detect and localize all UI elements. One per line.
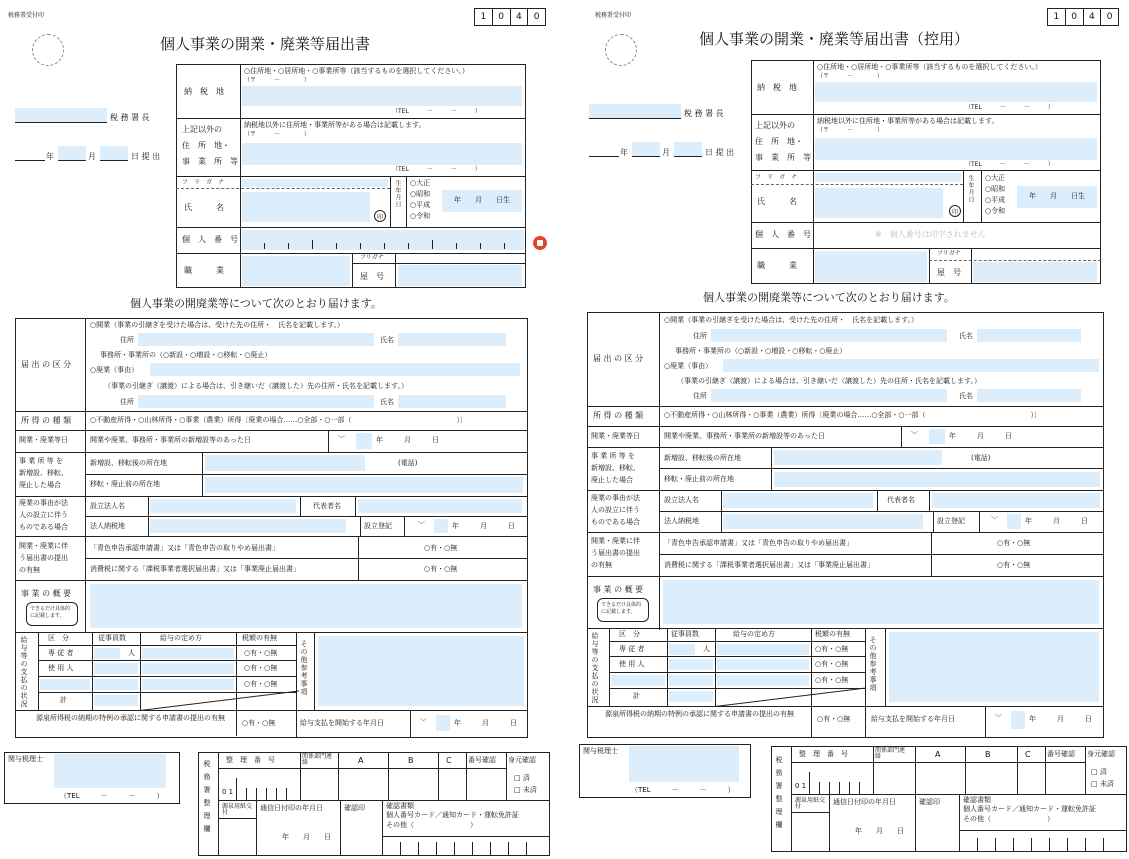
form-original: 税務署受付印 1 0 4 0 個人事業の開業・廃業等届出書 税 務 署 長 年 月 日 提 出 納 税 地 ○住所地・○居所地・○事業所等（該当するものを選択してください。） （〒 － ） （TEL － － ） 上記以外の 住 所 地・ 事 業 所 等 納税地以外に住所地・事業所等がある場合は記載します。 （〒 － ） （TEL － － ） フ リ ガ ナ 氏 名 印 生年月日 ○大正 ○昭和 ○平成 ○令和 年 月 日生 個 人 番 号 職 業 フリガナ 屋 号 個人事業の開廃業等について次のとおり届けます。 届 出 の 区 分 ○開業（事業の引継ぎを受けた場合は、受けた先の住所・ 氏名を記載します。） 住所 氏名 事務所・事業所の（○新設・○増設・○移転・○廃止） ○廃業（事由） （事業の引継ぎ（譲渡）による場合は、引き継いだ（譲渡した）先の住所・氏名を記載します。） 住所 氏名 所 得 の 種 類 ○不動産所得・○山林所得・○事業（農業）所得〔廃業の場合……○全部・○一部（ ）〕 開業・廃業等日 開業や廃業、事務所・事業所の新増設等のあった日 ﹀ 年 月 日 事 業 所 等 を 新増設、移転、 廃止した場合 新増設、移転後の所在地 (電話) 移転・廃止前の所在地 廃業の事由が法 人の設立に伴う ものである場合 設立法人名 代表者名 法人納税地 設立登記 ﹀ 年 月 日 開業・廃業に伴 う届出書の提出 の有無 「青色申告承認申請書」又は「青色申告の取りやめ届出書」 ○有・○無 消費税に関する「課税事業者選択届出書」又は「事業廃止届出書」 ○有・○無 事 業 の 概 要 できるだけ具体的に記載します。 給与等の支払の状況 区 分 従事員数 給与の定め方 税額の有無 専 従 者 人 ○有・○無 使 用 人 ○有・○無 ○有・○無 計 その他参考事項 源泉所得税の納期の特例の承認に関する申請書の提出の有無 ○有・○無 給与支払を開始する年月日 ﹀ 年 月 日 関与税理士 （TEL － － ） 税務署整理欄 整 理 番 号 関係部門連 絡 A B C 番号確認 身元確認 □ 済 □ 未済 0 1 源泉用紙交 付 通信日付印の年月日 確認印 確認書類 個人番号カード／通知カード・運転免許証 その他（ ） 年 月 日 xyxy=(0,0,552,859)
toki-era-select[interactable]: ﹀ xyxy=(418,521,425,529)
mynumber-notice: ※ 個人番号は印字されません xyxy=(875,230,986,239)
form-number: 1 0 4 0 xyxy=(1047,8,1119,26)
old-location-input[interactable] xyxy=(205,477,523,493)
occupation-input[interactable] xyxy=(242,256,350,286)
hojin-name-input[interactable] xyxy=(150,499,296,513)
edit-marker-icon[interactable] xyxy=(533,236,547,250)
submit-month-input[interactable] xyxy=(58,146,86,160)
haigyo-reason-input[interactable] xyxy=(150,363,520,376)
seal-icon: 印 xyxy=(374,210,386,222)
haigyo-shimei-input[interactable] xyxy=(398,395,506,408)
notice-sentence: 個人事業の開廃業等について次のとおり届けます。 xyxy=(130,297,382,310)
zeirishi-input[interactable] xyxy=(54,754,166,788)
unchecked-box[interactable]: □ 未済 xyxy=(514,786,537,794)
receipt-stamp-circle xyxy=(32,34,64,66)
yago-input[interactable] xyxy=(398,265,522,286)
mynumber-input[interactable] xyxy=(242,230,524,250)
toki-era-select[interactable]: ﹀ xyxy=(991,516,998,524)
seal-icon: 印 xyxy=(949,205,961,217)
kaigyo-shimei-input[interactable] xyxy=(398,333,506,346)
form-number: 1 0 4 0 xyxy=(474,8,546,26)
kaigyo-jusho-input[interactable] xyxy=(138,333,374,346)
receipt-stamp-circle xyxy=(605,34,637,66)
hojin-address-input[interactable] xyxy=(150,519,346,533)
era-select[interactable]: ﹀ xyxy=(911,431,918,439)
haigyo-jusho-input[interactable] xyxy=(138,395,374,408)
form-title: 個人事業の開業・廃業等届出書 xyxy=(160,35,371,53)
checked-box[interactable]: □ 済 xyxy=(514,774,530,782)
other-address-input[interactable] xyxy=(242,143,522,165)
representative-input[interactable] xyxy=(358,499,522,513)
office-stamp-label: 税務署受付印 xyxy=(595,12,632,19)
nozeichi-label: 納 税 地 xyxy=(184,87,224,96)
name-input[interactable] xyxy=(242,192,370,222)
business-summary-input[interactable] xyxy=(90,584,522,628)
other-notes-input[interactable] xyxy=(318,636,524,706)
unchecked-box[interactable]: □ 未済 xyxy=(1091,780,1114,788)
tax-office-input[interactable] xyxy=(589,104,681,118)
tax-office-input[interactable] xyxy=(15,108,107,122)
furigana-input[interactable] xyxy=(242,179,388,187)
submit-day-input[interactable] xyxy=(100,146,128,160)
kyuyo-era-select[interactable]: ﹀ xyxy=(420,718,427,726)
nozeichi-address-input[interactable] xyxy=(242,86,522,106)
new-location-input[interactable] xyxy=(205,455,365,471)
office-stamp-label: 税務署受付印 xyxy=(8,12,45,19)
kyuyo-era-select[interactable]: ﹀ xyxy=(995,714,1002,722)
era-select[interactable]: ﹀ xyxy=(338,435,345,443)
tax-office-suffix: 税 務 署 長 xyxy=(110,113,150,122)
checked-box[interactable]: □ 済 xyxy=(1091,768,1107,776)
form-copy: 税務署受付印 1 0 4 0 個人事業の開業・廃業等届出書（控用） 税 務 署 長 年 月 日 提 出 納 税 地 ○住所地・○居所地・○事業所等（該当するものを選択してください。） （〒 － ） （TEL － － ） 上記以外の 住 所 地・ 事 業 所 等 納税地以外に住所地・事業所等がある場合は記載します。 （〒 － ） （TEL － － ） フ リ ガ ナ 氏 名 印 生年月日 ○大正 ○昭和 ○平成 ○令和 年 月 日生 個 人 番 号 ※ 個人番号は印字されません 職 業 フリガナ 屋 号 個人事業の開廃業等について次のとおり届けます。 届 出 の 区 分 ○開業（事業の引継ぎを受けた場合は、受けた先の住所・ 氏名を記載します。） 住所 氏名 事務所・事業所の（○新設・○増設・○移転・○廃止） ○廃業（事由） （事業の引継ぎ（譲渡）による場合は、引き継いだ（譲渡した）先の住所・氏名を記載します。） 住所 氏名 所 得 の 種 類 ○不動産所得・○山林所得・○事業（農業）所得〔廃業の場合……○全部・○一部（ ）〕 開業・廃業等日 開業や廃業、事務所・事業所の新増設等のあった日 ﹀ 年 月 日 事 業 所 等 を 新増設、移転、 廃止した場合 新増設、移転後の所在地 (電話) 移転・廃止前の所在地 廃業の事由が法 人の設立に伴う ものである場合 設立法人名 代表者名 法人納税地 設立登記 ﹀ 年 月 日 開業・廃業に伴 う届出書の提出 の有無 「青色申告承認申請書」又は「青色申告の取りやめ届出書」 ○有・○無 消費税に関する「課税事業者選択届出書」又は「事業廃止届出書」 ○有・○無 事 業 の 概 要 できるだけ具体的に記載します。 給与等の支払の状況 区 分 従事員数 給与の定め方 税額の有無 専 従 者 人 ○有・○無 使 用 人 ○有・○無 ○有・○無 計 その他参考事項 源泉所得税の納期の特例の承認に関する申請書の提出の有無 ○有・○無 給与支払を開始する年月日 ﹀ 年 月 日 関与税理士 （TEL － － ） 税務署整理欄 整 理 番 号 関係部門連 絡 A B C 番号確認 身元確認 □ 済 □ 未済 0 1 源泉用紙交 付 通信日付印の年月日 確認印 確認書類 個人番号カード／通知カード・運転免許証 その他（ ） 年 月 日 xyxy=(575,0,1127,859)
form-title: 個人事業の開業・廃業等届出書（控用） xyxy=(699,30,970,48)
